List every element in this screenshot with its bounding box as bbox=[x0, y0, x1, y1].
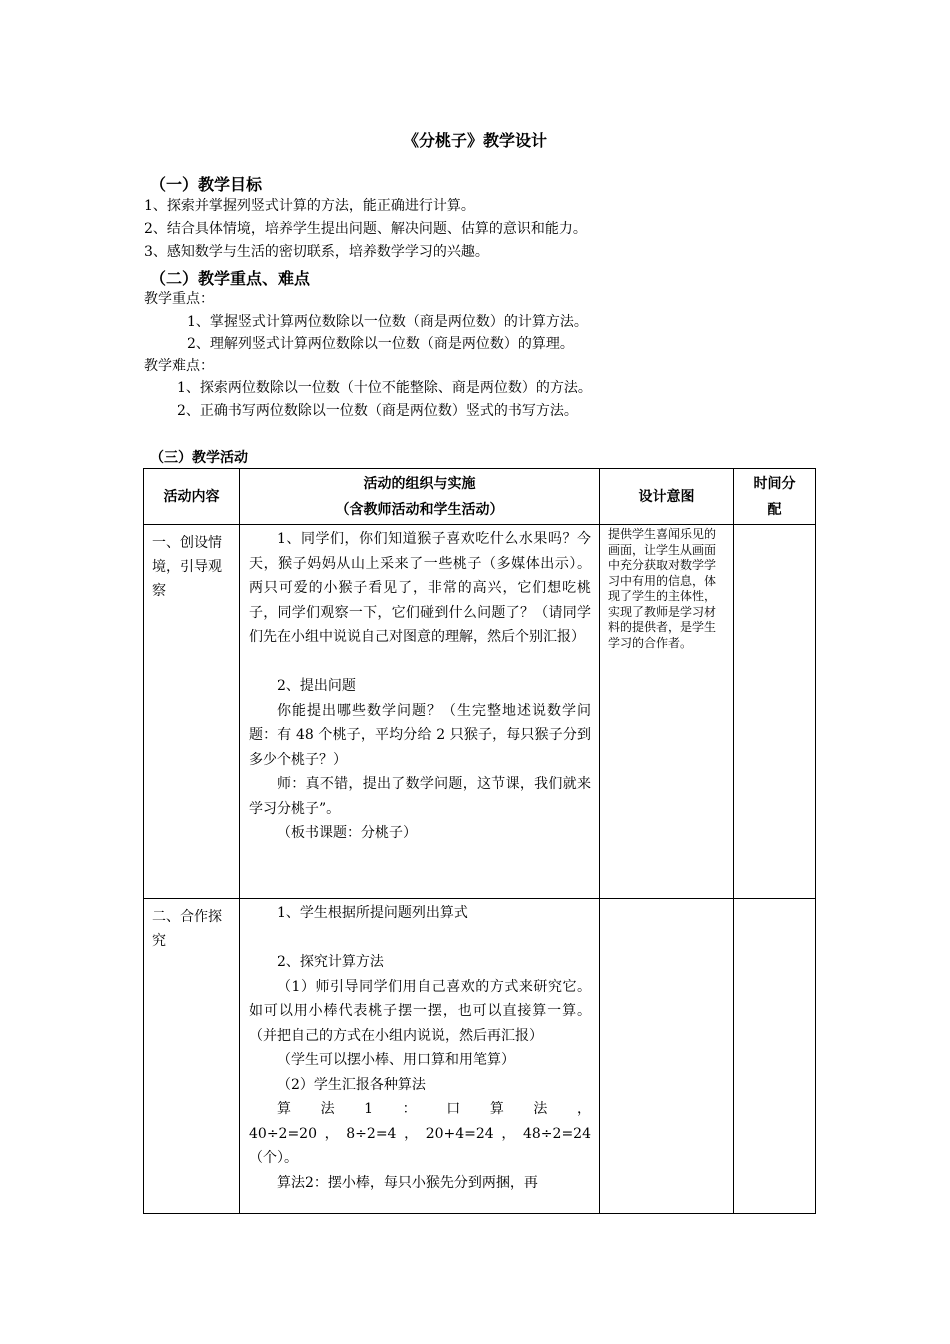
row2-paragraph: （2）学生汇报各种算法 bbox=[277, 1076, 426, 1093]
row1-time bbox=[734, 525, 816, 899]
row1-paragraph: 2、提出问题 bbox=[277, 678, 356, 694]
table-row bbox=[144, 525, 816, 899]
section-heading-goals: （一）教学目标 bbox=[150, 175, 263, 194]
activity-table bbox=[143, 468, 816, 1214]
key-points-label: 教学重点： bbox=[144, 291, 214, 307]
key-point-1: 1、掌握竖式计算两位数除以一位数（商是两位数）的计算方法。 bbox=[187, 314, 588, 330]
header-design: 设计意图 bbox=[600, 469, 734, 525]
row2-design-intent bbox=[600, 899, 734, 1214]
header-time-line2: 配 bbox=[767, 501, 782, 518]
row1-blank-line bbox=[249, 650, 591, 675]
header-implementation-line1: 活动的组织与实施 bbox=[363, 475, 476, 492]
document-title: 《分桃子》教学设计 bbox=[402, 131, 547, 150]
row2-paragraph: 1、学生根据所提问题列出算式 bbox=[277, 905, 468, 921]
row2-method2: 算法2：摆小棒，每只小猴先分到两捆，再 bbox=[277, 1174, 538, 1191]
goal-item-3: 3、感知数学与生活的密切联系，培养数学学习的兴趣。 bbox=[144, 244, 489, 260]
header-content: 活动内容 bbox=[144, 469, 240, 525]
goal-item-1: 1、探索并掌握列竖式计算的方法，能正确进行计算。 bbox=[144, 198, 475, 214]
table-header-row bbox=[144, 469, 816, 525]
row1-design-intent: 提供学生喜闻乐见的画面，让学生从画面中充分获取对数学学习中有用的信息，体现了学生的主体性，实现了教师是学习材料的提供者，是学生学习的合作者。 bbox=[600, 525, 734, 899]
row1-content: 一、创设情境，引导观察 bbox=[144, 525, 240, 899]
header-implementation-line2: （含教师活动和学生活动） bbox=[335, 501, 504, 518]
row2-time bbox=[734, 899, 816, 1214]
row1-implementation bbox=[240, 525, 600, 899]
row2-content: 二、合作探究 bbox=[144, 899, 240, 1214]
row2-paragraph: 2、探究计算方法 bbox=[277, 954, 384, 970]
row1-paragraph: 你能提出哪些数学问题？（生完整地述说数学问题：有 48 个桃子，平均分给 2 只猴子，每只猴子分到多少个桃子？） bbox=[249, 702, 591, 768]
row2-paragraph: （1）师引导同学们用自己喜欢的方式来研究它。如可以用小棒代表桃子摆一摆，也可以直接算一算。（并把自己的方式在小组内说说，然后再汇报） bbox=[249, 978, 591, 1044]
section-heading-activities: （三）教学活动 bbox=[150, 450, 248, 466]
section-heading-key-points: （二）教学重点、难点 bbox=[150, 269, 311, 288]
row2-paragraph: （学生可以摆小棒、用口算和用笔算） bbox=[277, 1052, 515, 1068]
header-time bbox=[734, 469, 816, 525]
difficulty-label: 教学难点： bbox=[144, 358, 214, 374]
table-row bbox=[144, 899, 816, 1214]
row1-paragraph: 师：真不错，提出了数学问题，这节课，我们就来学习分桃子”。 bbox=[249, 776, 591, 817]
row2-blank-line bbox=[249, 926, 591, 951]
key-point-2: 2、理解列竖式计算两位数除以一位数（商是两位数）的算理。 bbox=[187, 336, 574, 352]
row2-method1-label: 算法1：口算法， bbox=[277, 1101, 591, 1117]
header-time-line1: 时间分 bbox=[753, 475, 796, 492]
difficulty-point-1: 1、探索两位数除以一位数（十位不能整除、商是两位数）的方法。 bbox=[177, 380, 592, 396]
goal-item-2: 2、结合具体情境，培养学生提出问题、解决问题、估算的意识和能力。 bbox=[144, 221, 587, 237]
row2-method1-formula: 40÷2=20，8÷2=4，20+4=24，48÷2=24（个）。 bbox=[249, 1125, 591, 1166]
row1-paragraph: 1、同学们，你们知道猴子喜欢吃什么水果吗？今天，猴子妈妈从山上采来了一些桃子（多媒体出示）。两只可爱的小猴子看见了，非常的高兴，它们想吃桃子，同学们观察一下，它们碰到什么问题了？（请同学们先在小组中说说自己对图意的理解，然后个别汇报） bbox=[249, 531, 591, 645]
row2-implementation bbox=[240, 899, 600, 1214]
row1-paragraph: （板书课题：分桃子） bbox=[277, 825, 417, 841]
difficulty-point-2: 2、正确书写两位数除以一位数（商是两位数）竖式的书写方法。 bbox=[177, 403, 578, 419]
header-implementation bbox=[240, 469, 600, 525]
